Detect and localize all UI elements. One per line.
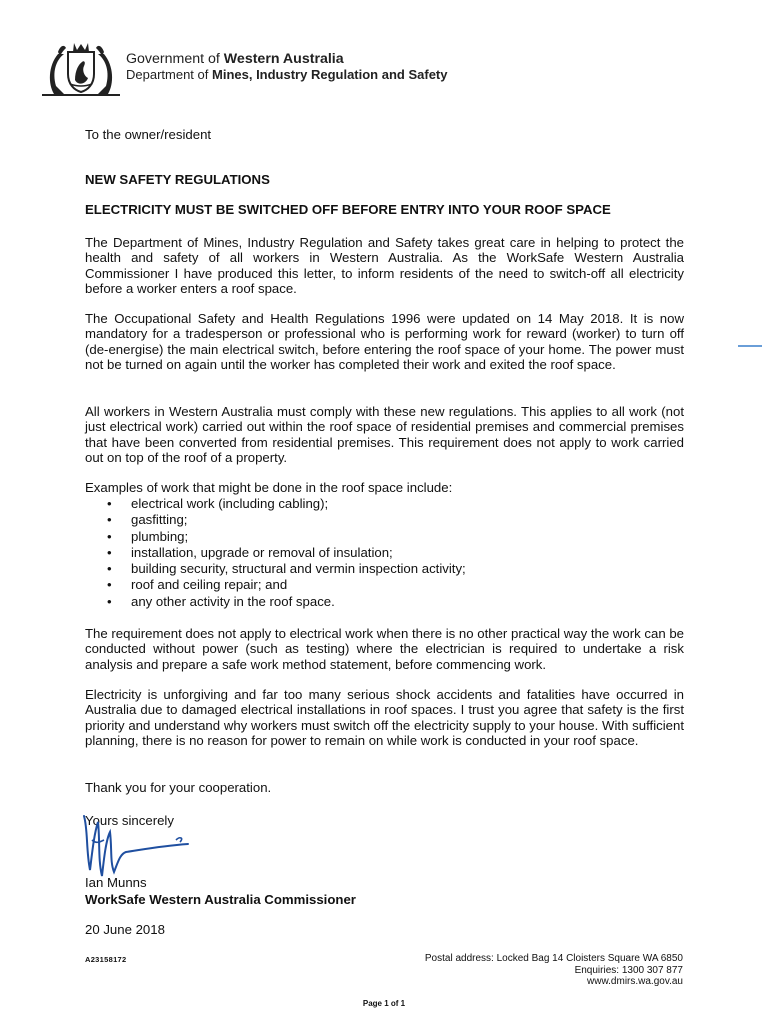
thanks-line: Thank you for your cooperation. (85, 780, 272, 795)
heading-electricity: ELECTRICITY MUST BE SWITCHED OFF BEFORE ENTRY INTO YOUR ROOF SPACE (85, 202, 611, 217)
page-number: Page 1 of 1 (362, 999, 406, 1008)
signer-title: WorkSafe Western Australia Commissioner (85, 892, 356, 907)
enquiries-phone: Enquiries: 1300 307 877 (574, 964, 683, 976)
paragraph-safety: Electricity is unforgiving and far too many serious shock accidents and fatalities have occurred in Australia due to damaged electrical installations in roof spaces. I trust you agree that safety is the first priority and understand why workers must switch off the electricity supply to your house. With sufficient planning, there is no reason for power to remain on while work is conducted in your roof space. (85, 687, 684, 749)
list-item: • roof and ceiling repair; and (85, 577, 466, 593)
website-link[interactable]: www.dmirs.wa.gov.au (587, 976, 683, 987)
closing-line: Yours sincerely (85, 813, 174, 828)
examples-list (85, 496, 466, 610)
government-name: Government of Western Australia (126, 51, 344, 67)
letter-date: 20 June 2018 (85, 922, 165, 937)
paragraph-exception: The requirement does not apply to electrical work when there is no other practical way the work can be conducted without power (such as testing) where the electrician is required to undertake a risk analysis and prepare a safe work method statement, before commencing work. (85, 626, 684, 672)
heading-new-regulations: NEW SAFETY REGULATIONS (85, 172, 270, 187)
postal-address: Postal address: Locked Bag 14 Cloisters Square WA 6850 (424, 953, 683, 964)
contact-block (425, 953, 683, 988)
paragraph-compliance: All workers in Western Australia must comply with these new regulations. This applies to all work (not just electrical work) carried out within the roof space of residential premises and commercial premises that have been converted from residential premises. This requirement does not apply to work carried out on top of the roof of a property. (85, 404, 684, 466)
list-item: • installation, upgrade or removal of insulation; (85, 545, 466, 561)
department-name: Department of Mines, Industry Regulation and Safety (126, 67, 448, 82)
list-item: • gasfitting; (85, 512, 466, 528)
paragraph-regulations: The Occupational Safety and Health Regulations 1996 were updated on 14 May 2018. It is now mandatory for a tradesperson or professional who is performing work for reward (worker) to turn off (de-energise) the main electrical switch, before entering the roof space of your home. The power must not be turned on again until the worker has completed their work and exited the roof space. (85, 311, 684, 373)
signer-name: Ian Munns (85, 875, 147, 890)
scroll-marker (738, 345, 762, 347)
wa-government-crest-icon (42, 40, 120, 98)
list-item: • building security, structural and vermin inspection activity; (85, 561, 466, 577)
list-item: • any other activity in the roof space. (85, 594, 466, 610)
paragraph-intro: The Department of Mines, Industry Regulation and Safety takes great care in helping to protect the health and safety of all workers in Western Australia. As the WorkSafe Western Australia Commissioner I have produced this letter, to inform residents of the need to switch-off all electricity before a worker enters a roof space. (85, 235, 684, 297)
examples-intro: Examples of work that might be done in the roof space include: (85, 480, 453, 495)
salutation: To the owner/resident (85, 127, 212, 142)
list-item: • plumbing; (85, 529, 466, 545)
document-reference: A23158172 (85, 955, 127, 964)
list-item: • electrical work (including cabling); (85, 496, 466, 512)
